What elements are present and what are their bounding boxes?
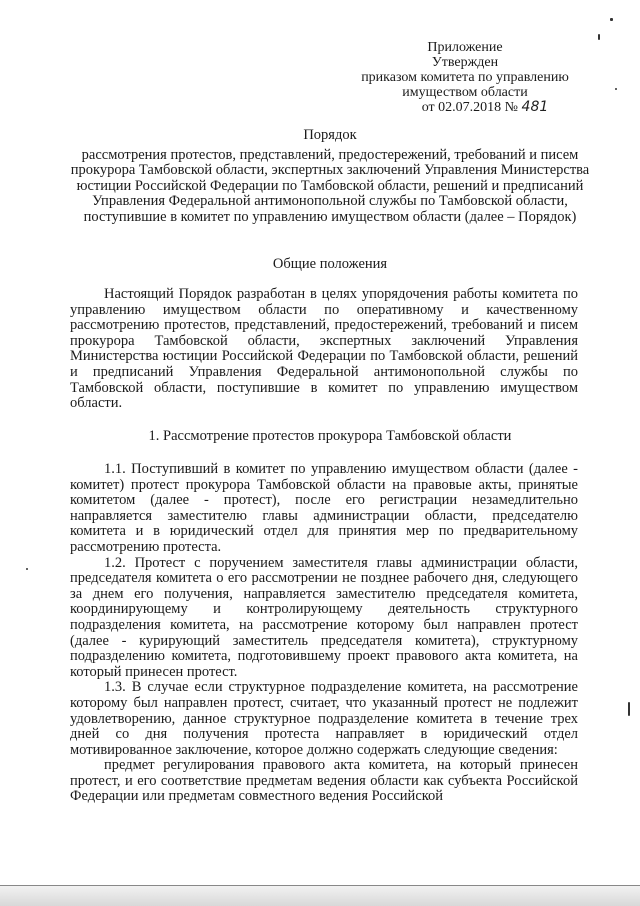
- scan-speck: [610, 18, 613, 21]
- section-1-body: [70, 462, 578, 805]
- paragraph-subject: предмет регулирования правового акта комитета, на который принесен протест, и его соответствие предметам ведения области как субъекта Российской Федерации или предметам совместного ведения Российской: [70, 757, 578, 805]
- scan-speck: [26, 568, 28, 570]
- approval-line-appendix: Приложение: [427, 40, 503, 55]
- section-1-heading: 1. Рассмотрение протестов прокурора Тамбовской области: [148, 428, 512, 444]
- general-provisions-body: [70, 287, 578, 412]
- approval-date: от 02.07.2018 №: [421, 100, 519, 115]
- title-heading: Порядок: [303, 127, 357, 143]
- general-provisions-heading: Общие положения: [272, 256, 388, 272]
- handwritten-order-number: 481: [521, 99, 549, 115]
- approval-line-order: приказом комитета по управлению: [361, 70, 569, 85]
- title-text: рассмотрения протестов, представлений, предостережений, требований и писем прокурора Тамбовской области, экспертных заключений Управления Министерства юстиции Российской Федерации по Тамбовской области, решений и предписаний Управления Федеральной антимонопольной службы по Тамбовской области, поступившие в комитет по управлению имуществом области (далее – Порядок): [70, 146, 590, 225]
- approval-line-approved: Утвержден: [431, 55, 499, 70]
- approval-line-property: имуществом области: [402, 85, 528, 100]
- paragraph-1-3: 1.3. В случае если структурное подразделение комитета, на рассмотрение которому был направлен протест, считает, что указанный протест не подлежит удовлетворению, данное структурное подразделение комитета в течение трех дней со дня получения протеста направляет в юридический отдел мотивированное заключение, которое должно содержать следующие сведения:: [70, 679, 578, 758]
- paragraph-1-1: 1.1. Поступивший в комитет по управлению имуществом области (далее - комитет) протест прокурора Тамбовской области на правовые акты, принятые комитетом (далее - протест), после его регистрации незамедлительно направляется заместителю главы администрации области, председателю комитета и в юридический отдел для принятия мер по предварительному рассмотрению протеста.: [70, 461, 578, 555]
- general-paragraph: Настоящий Порядок разработан в целях упорядочения работы комитета по управлению имуществом области по оперативному и качественному рассмотрению протестов, представлений, предостережений, требований и писем прокурора Тамбовской области, экспертных заключений Управления Министерства юстиции Российской Федерации по Тамбовской области, решений и предписаний Управления Федеральной антимонопольной службы по Тамбовской области, поступившие в комитет по управлению имуществом области.: [70, 286, 578, 412]
- approval-date-line: [330, 100, 600, 115]
- approval-stamp-block: [330, 40, 600, 115]
- scan-speck: [615, 88, 617, 90]
- paragraph-1-2: 1.2. Протест с поручением заместителя главы администрации области, председателя комитета о его рассмотрении не позднее рабочего дня, следующего за днем его получения, направляется заместителю председателя комитета, координирующему и контролирующему деятельность структурного подразделения комитета, на рассмотрение которому был направлен протест (далее - курирующий заместитель председателя комитета), структурному подразделению комитета, подготовившему проект правового акта комитета, на который принесен протест.: [70, 554, 578, 680]
- scan-bottom-edge: [0, 885, 640, 906]
- document-title: [70, 128, 590, 225]
- scan-speck: [628, 702, 630, 716]
- scan-speck: [598, 34, 600, 40]
